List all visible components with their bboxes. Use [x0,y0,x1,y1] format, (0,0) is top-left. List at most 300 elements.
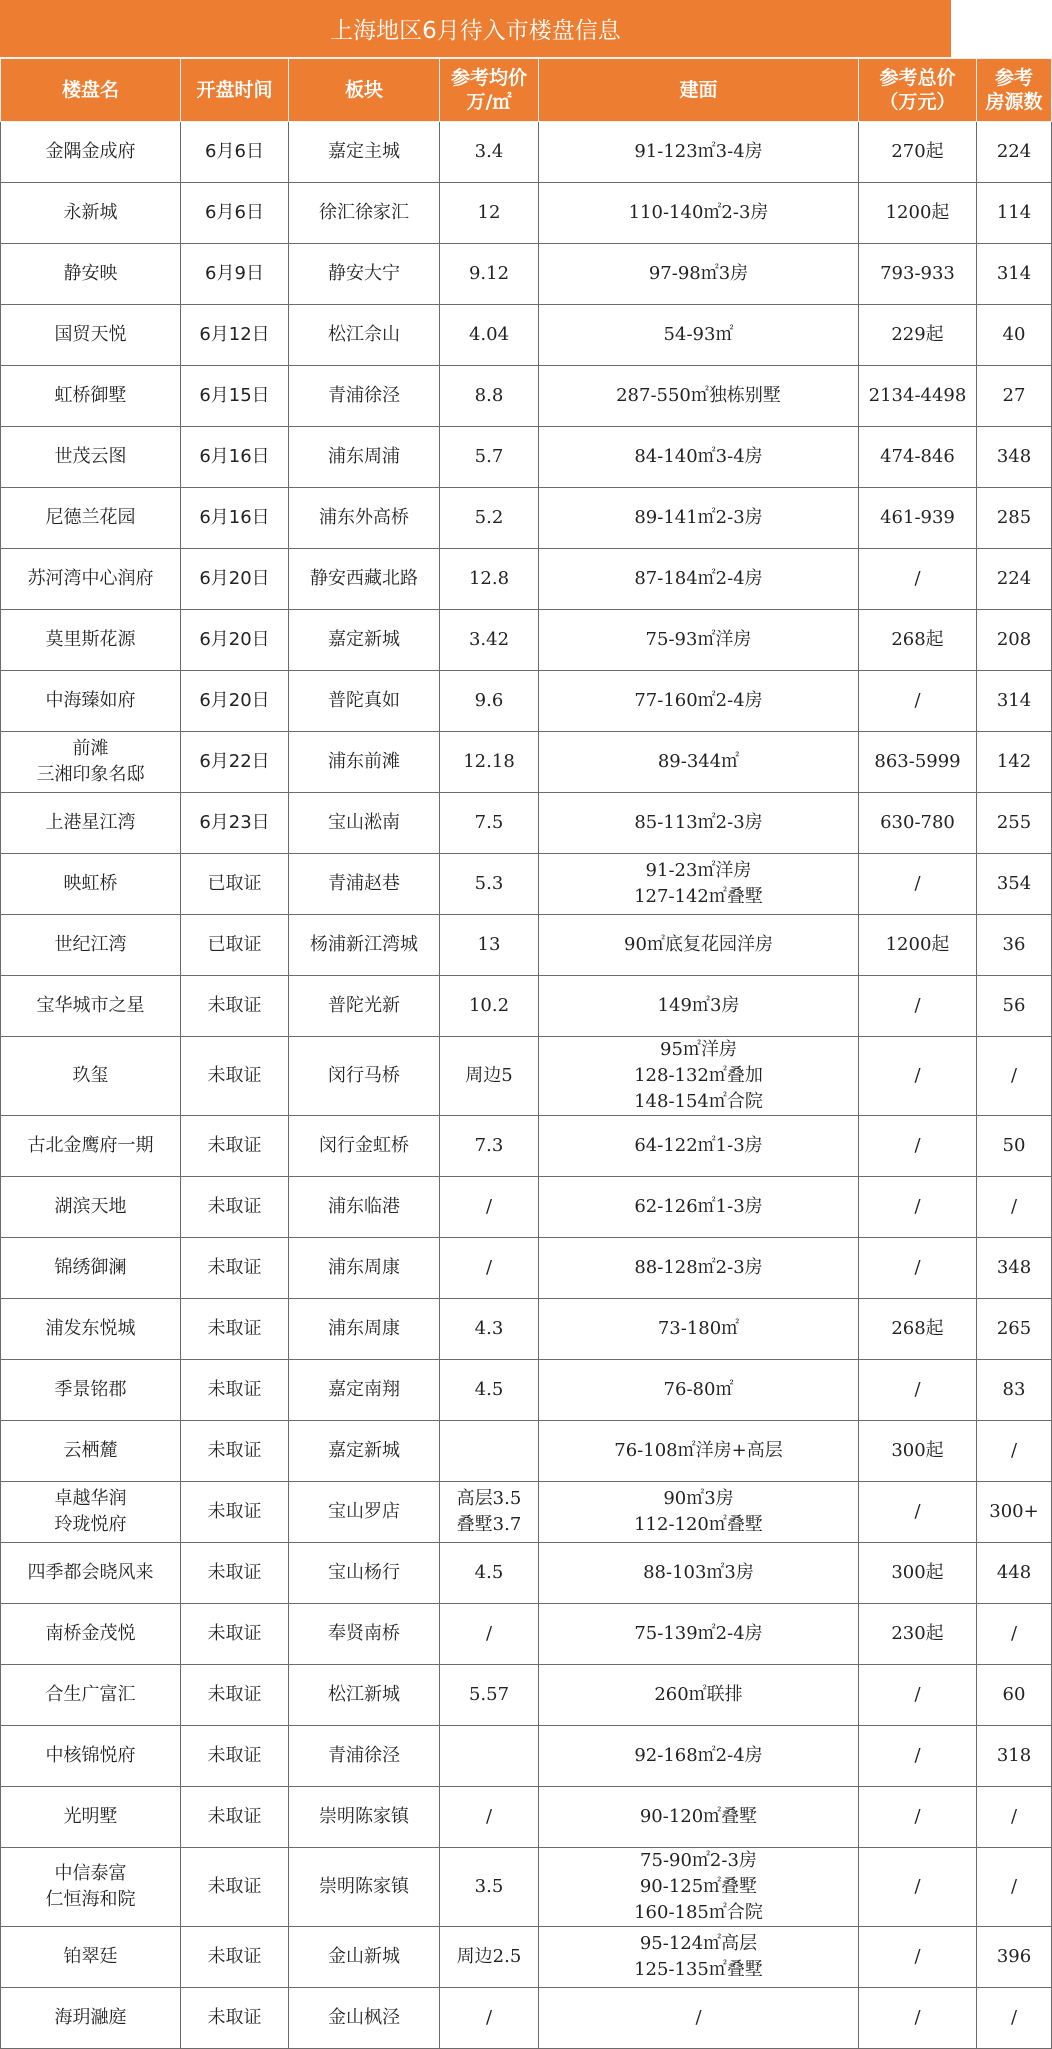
cell-date: 6月16日 [181,427,289,488]
cell-units: 224 [977,122,1052,183]
cell-total: / [859,1360,977,1421]
table-row [1,854,1052,915]
cell-size-line: 90-125㎡叠墅 [639,1876,758,1897]
cell-size-line: 89-344㎡ [657,751,740,772]
cell-name-line: 四季都会晓风来 [27,1562,154,1583]
cell-area: 嘉定新城 [289,610,440,671]
cell-name-line: 铂翠廷 [63,1946,118,1967]
cell-size [539,1360,859,1421]
cell-price-line: 5.2 [474,507,504,528]
cell-units: 36 [977,915,1052,976]
cell-price-line: 4.3 [474,1318,504,1339]
cell-units: 314 [977,244,1052,305]
cell-price-line: 13 [477,934,501,955]
cell-size-line: 95㎡洋房 [660,1039,737,1060]
cell-units: 56 [977,976,1052,1037]
cell-size [539,183,859,244]
cell-date: 未取证 [181,1116,289,1177]
cell-area: 浦东周浦 [289,427,440,488]
header-total-price [859,59,977,122]
cell-area: 嘉定南翔 [289,1360,440,1421]
cell-total: 300起 [859,1543,977,1604]
cell-name [1,793,181,854]
cell-area: 浦东周康 [289,1238,440,1299]
cell-total: / [859,1116,977,1177]
cell-date: 未取证 [181,1037,289,1116]
cell-name [1,976,181,1037]
table-row [1,244,1052,305]
table-row [1,976,1052,1037]
cell-total: / [859,1787,977,1848]
cell-name-line: 季景铭郡 [54,1379,127,1400]
cell-name [1,1482,181,1543]
cell-size-line: 148-154㎡合院 [634,1091,763,1112]
cell-area: 嘉定新城 [289,1421,440,1482]
cell-name [1,366,181,427]
cell-units: 224 [977,549,1052,610]
table-row [1,366,1052,427]
table-row [1,183,1052,244]
cell-price [440,488,539,549]
cell-price [440,671,539,732]
cell-area: 青浦徐泾 [289,1726,440,1787]
header-floor-area-line: 建面 [679,79,718,101]
cell-name-line: 苏河湾中心润府 [27,568,154,589]
cell-name-line: 古北金鹰府一期 [27,1135,154,1156]
table-row [1,1037,1052,1116]
cell-name-line: 玲珑悦府 [54,1514,127,1535]
table-row [1,1238,1052,1299]
cell-size [539,1927,859,1988]
header-avg-price-line: 参考均价 [450,67,527,89]
cell-area: 普陀光新 [289,976,440,1037]
cell-name-line: 虹桥御墅 [54,385,127,406]
cell-name [1,854,181,915]
cell-size-line: 149㎡3房 [657,995,740,1016]
cell-units: / [977,1177,1052,1238]
cell-units: 314 [977,671,1052,732]
cell-name [1,1360,181,1421]
cell-total: 2134-4498 [859,366,977,427]
cell-date: 已取证 [181,854,289,915]
cell-name [1,1116,181,1177]
header-avg-price-line: 万/㎡ [466,91,512,113]
cell-size-line: 125-135㎡叠墅 [634,1959,763,1980]
cell-name-line: 海玥瀜庭 [54,2007,127,2028]
header-floor-area [539,59,859,122]
cell-date: 6月23日 [181,793,289,854]
cell-size [539,427,859,488]
cell-size [539,1238,859,1299]
cell-area: 徐汇徐家汇 [289,183,440,244]
table-header-row [1,59,1052,122]
cell-price-line: 5.57 [468,1684,510,1705]
cell-name [1,1543,181,1604]
cell-size-line: 287-550㎡独栋别墅 [616,385,781,406]
cell-size [539,1482,859,1543]
header-open-date [181,59,289,122]
cell-total: / [859,1665,977,1726]
cell-total: 1200起 [859,183,977,244]
header-avg-price [440,59,539,122]
cell-size [539,915,859,976]
cell-name [1,1927,181,1988]
cell-units: 396 [977,1927,1052,1988]
table-row [1,1848,1052,1927]
cell-price [440,305,539,366]
cell-size-line: 110-140㎡2-3房 [628,202,769,223]
cell-total: 474-846 [859,427,977,488]
cell-total: 630-780 [859,793,977,854]
cell-units: 285 [977,488,1052,549]
cell-price-line: 7.5 [474,812,504,833]
cell-price [440,1299,539,1360]
cell-date: 6月6日 [181,122,289,183]
cell-price-line: 8.8 [474,385,504,406]
cell-total: 461-939 [859,488,977,549]
table-row [1,1421,1052,1482]
cell-price [440,1848,539,1927]
cell-area: 奉贤南桥 [289,1604,440,1665]
cell-name-line: 上港星江湾 [45,812,136,833]
cell-units: / [977,1787,1052,1848]
cell-price [440,1665,539,1726]
cell-name [1,122,181,183]
cell-size-line: 75-90㎡2-3房 [640,1850,757,1871]
cell-price-line: 4.04 [468,324,510,345]
header-open-date-line: 开盘时间 [196,79,273,101]
cell-price-line: 周边5 [465,1065,513,1086]
cell-name [1,915,181,976]
cell-area: 青浦赵巷 [289,854,440,915]
cell-total: / [859,854,977,915]
cell-price [440,1360,539,1421]
cell-price [440,244,539,305]
cell-size-line: 97-98㎡3房 [648,263,749,284]
cell-total: 270起 [859,122,977,183]
table-row [1,915,1052,976]
cell-total: / [859,1927,977,1988]
cell-price [440,1927,539,1988]
cell-size [539,244,859,305]
table-row [1,671,1052,732]
cell-price [440,915,539,976]
cell-area: 宝山罗店 [289,1482,440,1543]
cell-size [539,549,859,610]
cell-price [440,1726,539,1787]
cell-total: 300起 [859,1421,977,1482]
cell-size [539,1988,859,2049]
cell-size [539,1116,859,1177]
cell-size-line: 88-128㎡2-3房 [634,1257,763,1278]
cell-date: 6月20日 [181,671,289,732]
sheet-title: 上海地区6月待入市楼盘信息 [0,0,951,58]
cell-price [440,1421,539,1482]
table-row [1,1360,1052,1421]
cell-name [1,488,181,549]
cell-name [1,1848,181,1927]
cell-price [440,1116,539,1177]
cell-size-line: 92-168㎡2-4房 [634,1745,763,1766]
cell-size [539,1665,859,1726]
cell-total: 1200起 [859,915,977,976]
cell-size [539,1726,859,1787]
cell-size [539,1299,859,1360]
cell-name-line: 莫里斯花源 [45,629,136,650]
cell-price-line: 10.2 [468,995,510,1016]
cell-price-line: / [485,1806,493,1827]
cell-area: 闵行金虹桥 [289,1116,440,1177]
cell-name-line: 尼德兰花园 [45,507,136,528]
cell-date: 6月15日 [181,366,289,427]
cell-name [1,1037,181,1116]
cell-name [1,1787,181,1848]
cell-price-line: 高层3.5 [456,1488,522,1509]
cell-total: 863-5999 [859,732,977,793]
cell-price [440,1988,539,2049]
cell-units: 348 [977,1238,1052,1299]
cell-date: 未取证 [181,1927,289,1988]
cell-area: 静安西藏北路 [289,549,440,610]
table-row [1,1299,1052,1360]
table-row [1,1604,1052,1665]
cell-price-line: 3.42 [468,629,510,650]
cell-date: 未取证 [181,1360,289,1421]
cell-name-line: 云栖麓 [63,1440,118,1461]
cell-area: 普陀真如 [289,671,440,732]
header-unit-count-line: 参考 [994,67,1033,89]
cell-date: 6月20日 [181,610,289,671]
cell-price [440,427,539,488]
cell-price-line: 9.6 [474,690,504,711]
cell-name-line: 合生广富汇 [45,1684,136,1705]
cell-name [1,610,181,671]
cell-area: 松江新城 [289,1665,440,1726]
cell-area: 崇明陈家镇 [289,1787,440,1848]
cell-price-line: / [485,1196,493,1217]
cell-name-line: 锦绣御澜 [54,1257,127,1278]
cell-size-line: 75-139㎡2-4房 [634,1623,763,1644]
cell-size [539,732,859,793]
cell-size-line: 160-185㎡合院 [634,1902,763,1923]
cell-area: 松江佘山 [289,305,440,366]
header-unit-count [977,59,1052,122]
table-body [1,122,1052,2049]
cell-units: 208 [977,610,1052,671]
cell-price [440,976,539,1037]
cell-size [539,793,859,854]
cell-price-line: / [485,1623,493,1644]
cell-units: / [977,1848,1052,1927]
cell-price [440,1177,539,1238]
cell-price-line: 4.5 [474,1379,504,1400]
cell-date: 未取证 [181,1238,289,1299]
cell-size-line: 128-132㎡叠加 [634,1065,763,1086]
cell-price [440,1604,539,1665]
cell-area: 闵行马桥 [289,1037,440,1116]
cell-name [1,1726,181,1787]
header-total-price-line: 参考总价 [879,67,956,89]
table-row [1,549,1052,610]
cell-units: 448 [977,1543,1052,1604]
table-row [1,1177,1052,1238]
cell-name-line: 湖滨天地 [54,1196,127,1217]
cell-units: 83 [977,1360,1052,1421]
cell-name [1,183,181,244]
cell-name [1,1988,181,2049]
cell-size-line: 95-124㎡高层 [639,1933,758,1954]
cell-total: / [859,1482,977,1543]
cell-price [440,1543,539,1604]
cell-size-line: 85-113㎡2-3房 [634,812,763,833]
header-name-line: 楼盘名 [61,79,119,101]
cell-size [539,976,859,1037]
cell-price-line: 5.7 [474,446,504,467]
cell-date: 未取证 [181,1299,289,1360]
header-name [1,59,181,122]
cell-size-line: 62-126㎡1-3房 [634,1196,763,1217]
cell-size [539,488,859,549]
cell-date: 未取证 [181,976,289,1037]
table-row [1,1988,1052,2049]
cell-price-line: 12.18 [463,751,515,772]
cell-size-line: 87-184㎡2-4房 [634,568,763,589]
cell-total: / [859,1037,977,1116]
cell-name [1,305,181,366]
cell-name-line: 光明墅 [63,1806,118,1827]
cell-name-line: 三湘印象名邸 [36,764,145,785]
cell-price [440,549,539,610]
cell-units: 265 [977,1299,1052,1360]
table-row [1,732,1052,793]
cell-area: 静安大宁 [289,244,440,305]
cell-area: 金山新城 [289,1927,440,1988]
cell-units: 114 [977,183,1052,244]
cell-date: 未取证 [181,1543,289,1604]
header-district-line: 板块 [344,79,383,101]
cell-size-line: 127-142㎡叠墅 [634,886,763,907]
cell-units: 318 [977,1726,1052,1787]
cell-total: / [859,549,977,610]
table-row [1,122,1052,183]
cell-units: 255 [977,793,1052,854]
cell-total: / [859,1726,977,1787]
cell-price [440,732,539,793]
cell-date: 6月20日 [181,549,289,610]
cell-area: 浦东周康 [289,1299,440,1360]
table-row [1,1482,1052,1543]
cell-date: 未取证 [181,1665,289,1726]
cell-price-line: 3.4 [474,141,504,162]
cell-date: 未取证 [181,1726,289,1787]
cell-date: 6月22日 [181,732,289,793]
cell-name [1,1238,181,1299]
cell-units: 300+ [977,1482,1052,1543]
cell-size-line: 91-23㎡洋房 [645,860,752,881]
cell-size [539,1543,859,1604]
cell-name-line: 国贸天悦 [54,324,127,345]
table-row [1,1927,1052,1988]
cell-units: 60 [977,1665,1052,1726]
table-row [1,610,1052,671]
cell-price [440,122,539,183]
header-district [289,59,440,122]
cell-name-line: 前滩 [72,738,109,759]
cell-size [539,1037,859,1116]
cell-name [1,244,181,305]
cell-total: 229起 [859,305,977,366]
cell-name [1,1177,181,1238]
cell-date: 未取证 [181,1482,289,1543]
cell-price-line: 5.3 [474,873,504,894]
cell-area: 浦东临港 [289,1177,440,1238]
cell-size [539,854,859,915]
cell-price-line: 4.5 [474,1562,504,1583]
cell-name-line: 永新城 [63,202,118,223]
cell-size-line: 54-93㎡ [663,324,734,345]
cell-size-line: 88-103㎡3房 [643,1562,754,1583]
cell-total: / [859,1988,977,2049]
cell-price [440,1482,539,1543]
cell-name-line: 中信泰富 [54,1863,127,1884]
cell-date: 6月6日 [181,183,289,244]
cell-name [1,1665,181,1726]
table-row [1,1116,1052,1177]
cell-date: 6月12日 [181,305,289,366]
cell-size [539,1177,859,1238]
cell-name [1,1421,181,1482]
cell-price-line: / [485,1257,493,1278]
cell-price-line: 12 [477,202,501,223]
cell-name [1,732,181,793]
cell-area: 崇明陈家镇 [289,1848,440,1927]
cell-size-line: 89-141㎡2-3房 [634,507,763,528]
cell-units: / [977,1421,1052,1482]
cell-total: 230起 [859,1604,977,1665]
cell-size-line: 90㎡底复花园洋房 [624,934,773,955]
cell-size-line: 76-108㎡洋房+高层 [614,1440,783,1461]
cell-price [440,1238,539,1299]
cell-size-line: / [695,2007,702,2028]
cell-area: 浦东外高桥 [289,488,440,549]
cell-size [539,671,859,732]
cell-name [1,549,181,610]
cell-size [539,1848,859,1927]
cell-size [539,1787,859,1848]
cell-units: 348 [977,427,1052,488]
cell-size [539,305,859,366]
cell-price-line: / [485,2007,493,2028]
cell-size-line: 91-123㎡3-4房 [634,141,763,162]
cell-price [440,1037,539,1116]
cell-price [440,1787,539,1848]
cell-area: 宝山杨行 [289,1543,440,1604]
cell-area: 宝山淞南 [289,793,440,854]
cell-size [539,122,859,183]
cell-area: 金山枫泾 [289,1988,440,2049]
cell-date: 未取证 [181,1787,289,1848]
cell-price [440,183,539,244]
listing-table [0,58,1052,2049]
cell-size-line: 73-180㎡ [657,1318,740,1339]
cell-price [440,366,539,427]
cell-price-line: 周边2.5 [456,1946,522,1967]
cell-date: 已取证 [181,915,289,976]
cell-units: 40 [977,305,1052,366]
cell-units: / [977,1037,1052,1116]
cell-name-line: 中海臻如府 [45,690,136,711]
cell-name [1,427,181,488]
